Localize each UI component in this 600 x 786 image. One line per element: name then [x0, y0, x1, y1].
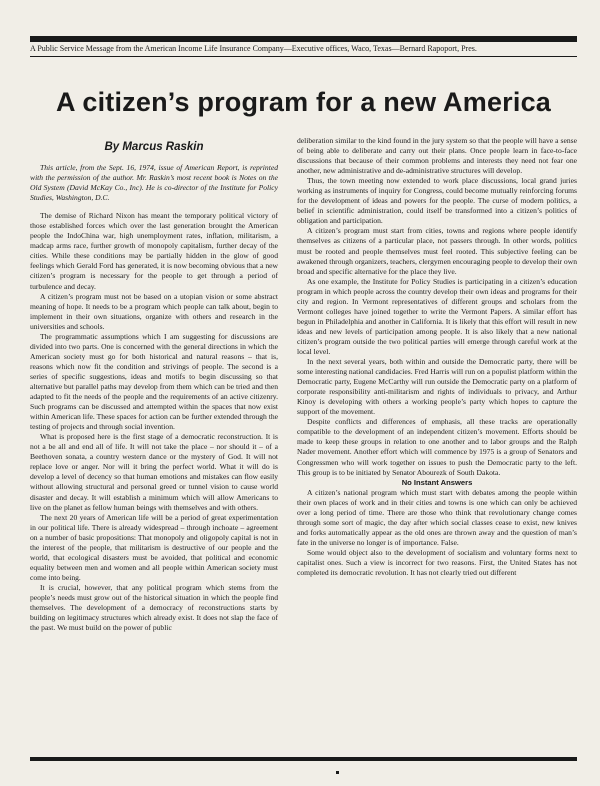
- paragraph: A citizen’s program must not be based on a utopian vision or some abstract meaning of hope. It needs to be a program which people can talk about, begin to implement in their own situations, organize with others and research in the universities and schools.: [30, 291, 278, 331]
- right-column: [297, 136, 577, 578]
- page-dot-marker: [336, 771, 339, 774]
- article-title: A citizen’s program for a new America: [55, 87, 552, 117]
- paragraph: deliberation similar to the kind found in the jury system so that the people will have a sense of being able to deliberate and carry out their plans. Once people learn in face-to-face discussions that because of their common problems and interests they need not fear one another, new administrative and de-administrative structures will develop.: [297, 136, 577, 176]
- bottom-thick-rule: [30, 757, 577, 761]
- paragraph: It is crucial, however, that any political program which stems from the people’s needs must grow out of the historical situation in which the people find themselves. The development of a democracy of reconstructions starts by building on legitimacy structures which already exist. It does not slap the face of the past. We must build on the power of public: [30, 582, 278, 633]
- subheading: No Instant Answers: [401, 477, 473, 487]
- paragraph: As one example, the Institute for Policy Studies is participating in a citizen’s education program in which people across the country develop their own ideas and programs for their city and region. In Vermont representatives of different groups and scholars from the Vermont colleges have joined together to write the Vermont Papers. A similar effort has begun in Philadelphia and another in California. It is likely that this effort will result in new ideas and new levels of participation among people. It is also likely that a new national citizen’s program outside the two political parties will emerge through careful work at the local level.: [297, 276, 577, 356]
- byline: By Marcus Raskin: [104, 141, 204, 153]
- paragraph: Despite conflicts and differences of emphasis, all these tracks are operationally compatible to the development of an independent citizen’s movement. Efforts should be made to keep these groups in relation to one another and to labor groups and the Ralph Nader movement. Another effort which will commence by 1975 is a group of Senators and Congressmen who will work together on issues to push the Democratic party to the left. This group is to be initiated by Senator Abourezk of South Dakota.: [297, 417, 577, 477]
- paragraph: Thus, the town meeting now extended to work place discussions, local grand juries working as instruments of inquiry for Congress, could become mutually reinforcing forums for the development of ideas and powers for the people. The curse of modern politics, a belief in scientific administration, could itself be transformed into a citizen’s politics of obligation and participation.: [297, 176, 577, 226]
- top-thick-rule: [30, 36, 577, 42]
- paragraph: What is proposed here is the first stage of a democratic reconstruction. It is not a be all and end all of life. It will not take the place – nor should it – of a Beethoven sonata, a country western dance or the mystery of God. It will not replace love or anger. Nor will it bring the perfect world. What it will do is develop a level of decency so that human emotions and mistakes can flow easily without allowing structural and personal greed or tunnel vision to cause world disaster and decay. It will establish a minimum which will allow Americans to live on the planet as fellow human beings with themselves and with others.: [30, 432, 278, 512]
- paragraph: The programmatic assumptions which I am suggesting for discussions are divided into two parts. One is concerned with the general directions in which the American society must go for both historical and natural reasons – that is, reasons which now fit the condition and strivings of people. The second is a series of specific suggestions, ideas and motifs to begin discussing so that alternative but parallel paths may develop from them which can be tried and then adapted to fit the needs of the people and the requirements of an active citizenry. Such programs can be discussed and attempted within the spaces that now exist within American life. These spaces for action can be further extended through the testing of projects and through social invention.: [30, 331, 278, 432]
- paragraph: The next 20 years of American life will be a period of great experimentation in our political life. There is already widespread – through inchoate – agreement on a number of basic propositions: That monopoly and oligopoly capital is not in the interest of the people, that militarism is destructive of our people and the world, that ecological disasters must be avoided, that political and economic equality between men and women and all people within American society must come into being.: [30, 512, 278, 582]
- left-column: [30, 140, 278, 633]
- paragraph: In the next several years, both within and outside the Democratic party, there will be some interesting national candidacies. Fred Harris will run on a populist platform within the Democratic party, Eugene McCarthy will run outside the Democratic party on a platform of corporate responsibility anti-militarism and rights of individuals to privacy, and Arthur Kinoy is developing with others a working people’s party which hopes to capture the support of the movement.: [297, 357, 577, 417]
- header-rule: [30, 56, 577, 57]
- paragraph: The demise of Richard Nixon has meant the temporary political victory of those established forces which over the last generation brought the American people the IndoChina war, high unemployment rates, inflation, militarism, a madcap arms race, further growth of monopoly capitalism, further decay of the cities. While these conditions may be partially hidden in the glow of good feelings which Gerald Ford has generated, it is now becoming obvious that a new citizen’s program is necessary for the people to get through a period of turbulence and decay.: [30, 211, 278, 291]
- sponsor-banner: A Public Service Message from the American Income Life Insurance Company—Executive offices, Waco, Texas—Bernard Rapoport, Pres.: [30, 44, 477, 53]
- intro-note: This article, from the Sept. 16, 1974, issue of American Report, is reprinted with the permission of the author. Mr. Raskin’s most recent book is Notes on the Old System (David McKay Co., Inc). He is co-director of the Institute for Policy Studies, Washington, D.C.: [30, 163, 278, 203]
- paragraph: Some would object also to the development of socialism and voluntary forms next to capitalist ones. Such a view is incorrect for two reasons. First, the United States has not completed its democratic revolution. It has not clearly tried out different: [297, 547, 577, 578]
- paragraph: A citizen’s national program which must start with debates among the people within their own places of work and in their cities and towns is one which can only be achieved over a long period of time. There are those who think that revolutionary change comes through some sort of magic, the day after which social classes cease to exist, new knives and forks automatically appear as the old ones are thrown away and the question of man’s fate in the universe no longer is of importance. False.: [297, 487, 577, 547]
- paragraph: A citizen’s program must start from cities, towns and regions where people identify themselves as citizens of a particular place, not passers through. In other words, politics must be rooted and people themselves must feel rooted. This subjective feeling can be awakened through organizers, teachers, clergymen encouraging people to develop their own broad and specific alternative for the place they live.: [297, 226, 577, 276]
